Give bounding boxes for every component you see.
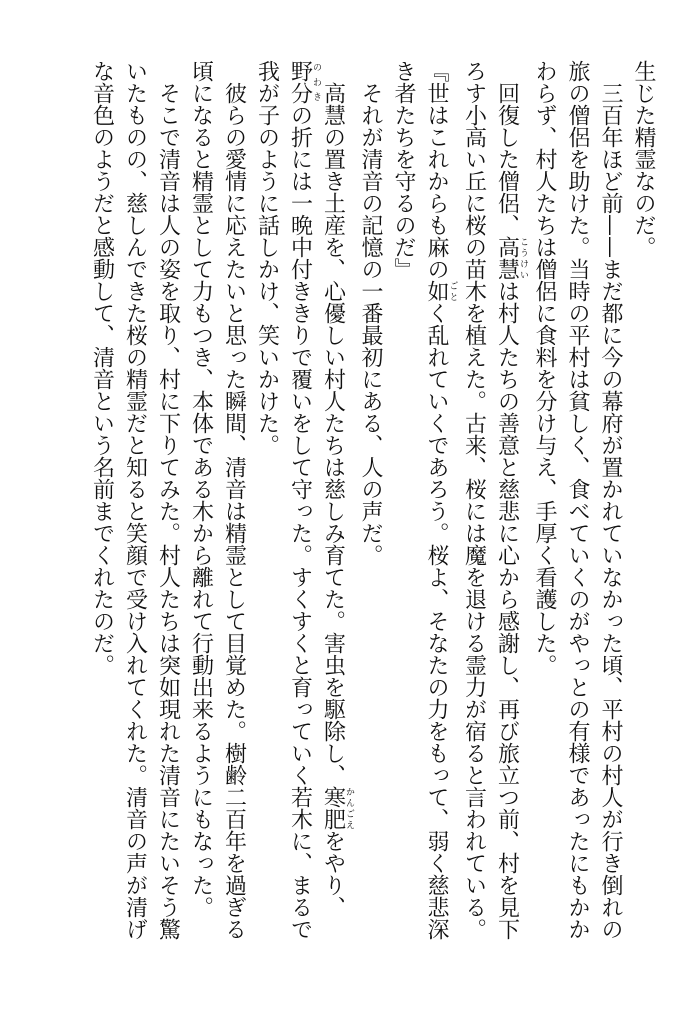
- paragraph-4: [387, 60, 458, 960]
- paragraph-7: [185, 60, 251, 960]
- ruby-nowaki-base: 野分: [287, 60, 313, 104]
- paragraph-2: [528, 60, 627, 960]
- paragraph-4-text-before: 『世はこれからも麻の: [424, 60, 449, 280]
- ruby-koukei-reading: こうけい: [518, 236, 528, 280]
- paragraph-3-text-after: は村人たちの善意と慈悲に心から感謝し、再び旅立つ前、村を見下ろす小高い丘に桜の苗木を植えた。古来、桜には魔を退ける霊力が宿ると言われている。: [461, 60, 520, 940]
- ruby-goto-base: 如: [424, 280, 449, 302]
- ruby-goto: [424, 280, 458, 302]
- paragraph-6-seg-1: 高慧の置き土産を、心優しい村人たちは慈しみ育てた。害虫を駆除し、: [320, 82, 346, 786]
- paragraph-5: [354, 60, 387, 960]
- paragraph-4-text-after: く乱れていくであろう。桜よ、そなたの力をもって、弱く慈悲深き者たちを守るのだ』: [391, 60, 449, 940]
- ruby-nowaki: [287, 60, 321, 104]
- paragraph-6-seg-5: の折には一晩中付ききりで覆いをして守った。すくすくと育っていく若木に、まるで我が子のように話しかけ、笑いかけた。: [254, 60, 313, 940]
- ruby-kangoe: [320, 786, 354, 830]
- vertical-text-body: [40, 60, 660, 960]
- paragraph-3: [458, 60, 529, 960]
- paragraph-7-text: 彼らの愛情に応えたいと思った瞬間、清音は精霊として目覚めた。樹齢二百年を過ぎる頃になると精霊として力もつき、本体である木から離れて行動出来るようにもなった。: [188, 60, 247, 940]
- paragraph-3-text-before: 回復した僧侶、: [494, 82, 520, 236]
- paragraph-8: [86, 60, 185, 960]
- ruby-koukei: [494, 236, 528, 280]
- paragraph-5-text: それが清音の記憶の一番最初にある、人の声だ。: [358, 82, 383, 566]
- ruby-nowaki-reading: のわき: [311, 60, 321, 104]
- paragraph-8-text: そこで清音は人の姿を取り、村に下りてみた。村人たちは突如現れた清音にたいそう驚いたものの、慈しんできた桜の精霊だと知ると笑顔で受け入れてくれた。清音の声が清げな音色のようだと感動して、清音という名前までくれたのだ。: [89, 60, 181, 940]
- paragraph-1-text: 生じた精霊なのだ。: [631, 60, 656, 258]
- ruby-kangoe-reading: かんごえ: [344, 786, 354, 830]
- page: [40, 60, 660, 960]
- paragraph-2-text: 三百年ほど前——まだ都に今の幕府が置かれていなかった頃、平村の村人が行き倒れの旅の僧侶を助けた。当時の平村は貧しく、食べていくのがやっとの有様であったにもかかわらず、村人たちは僧侶に食料を分け与え、手厚く看護した。: [532, 60, 623, 940]
- paragraph-1: [627, 60, 660, 960]
- ruby-koukei-base: 高慧: [494, 236, 520, 280]
- ruby-kangoe-base: 寒肥: [320, 786, 346, 830]
- paragraph-6-seg-3: をやり、: [320, 830, 346, 918]
- paragraph-6: [251, 60, 355, 960]
- ruby-goto-reading: ごと: [447, 280, 458, 302]
